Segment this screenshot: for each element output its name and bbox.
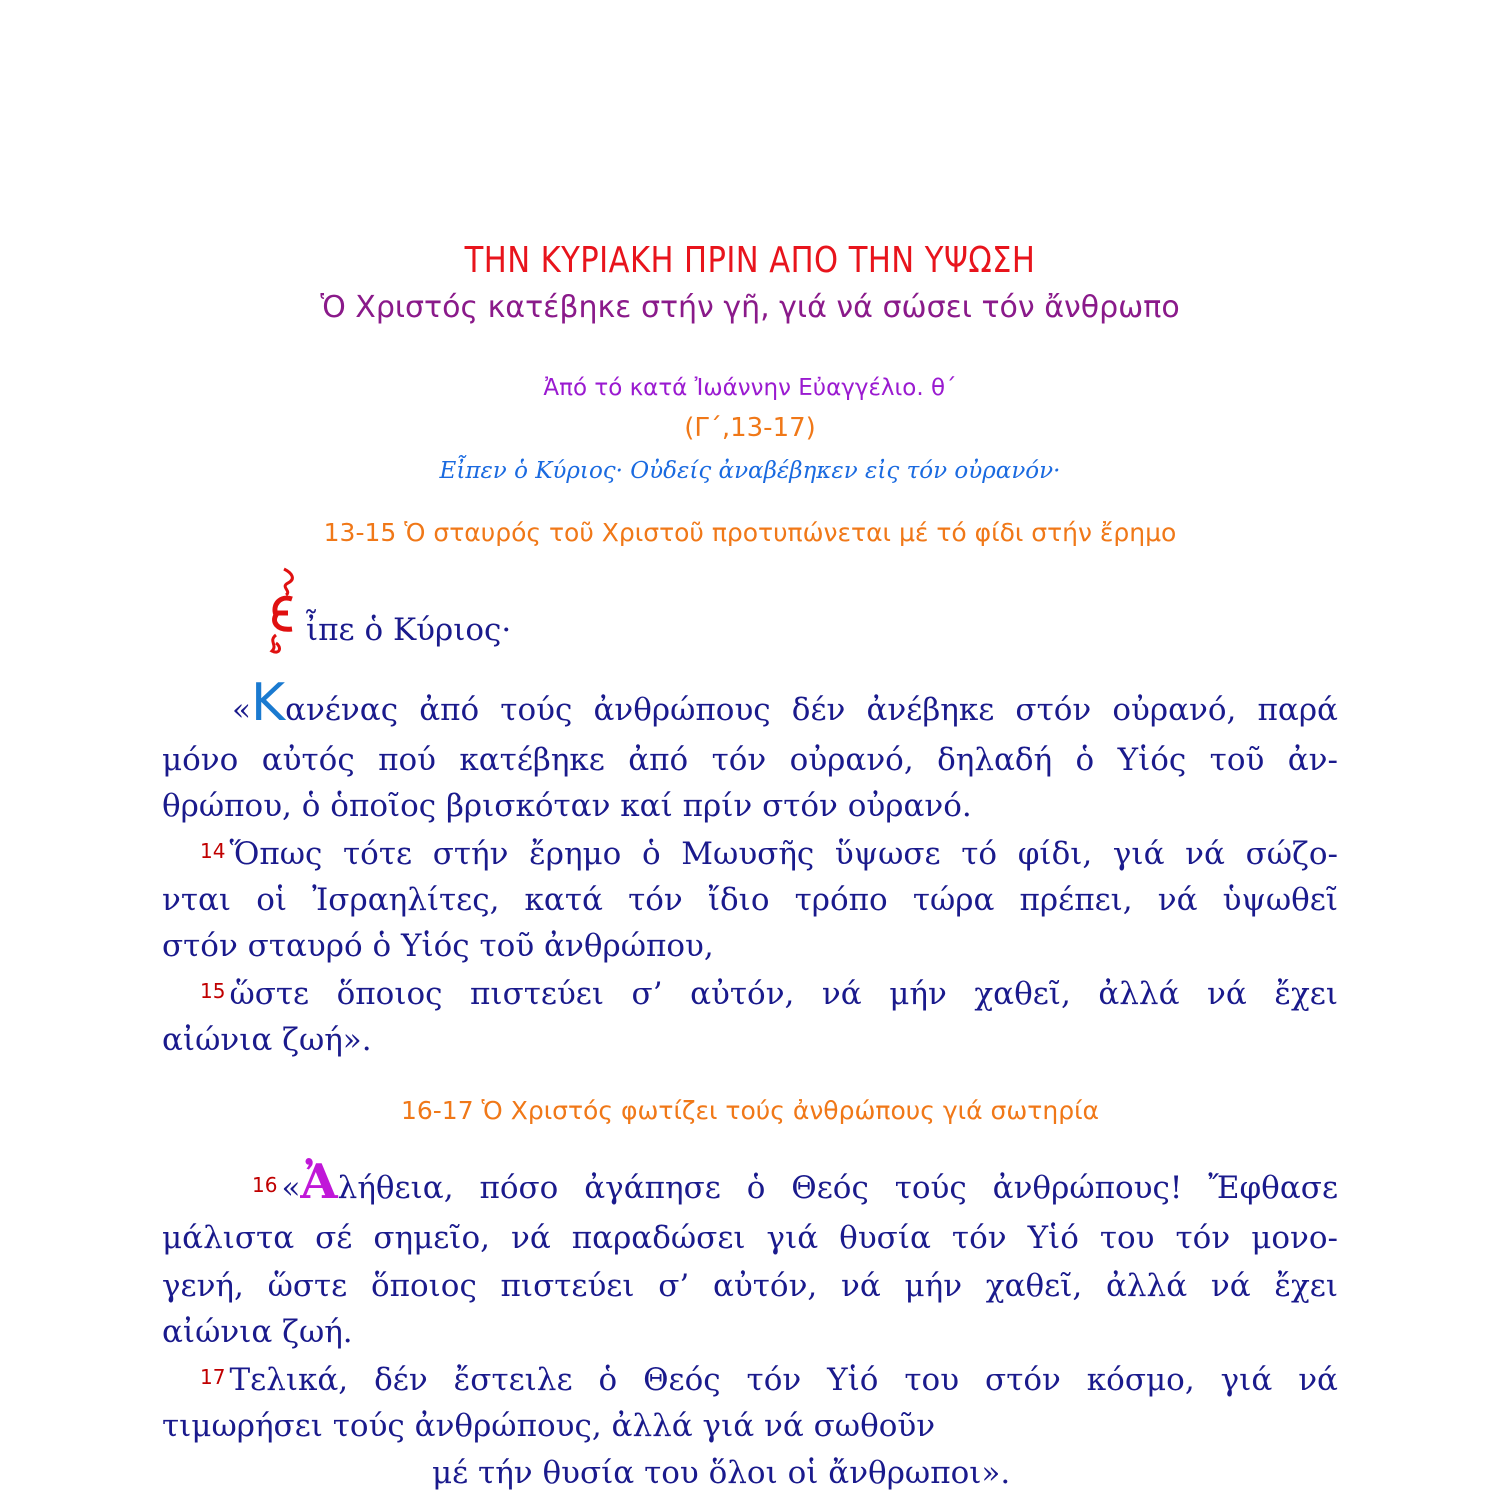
verse-13-line: «Κανένας ἀπό τούς ἀνθρώπους δέν ἀνέβηκε στόν οὐρανό, παρά (232, 673, 1338, 733)
verse-14-line: 14 Ὅπως τότε στήν ἔρημο ὁ Μωυσῆς ὕψωσε τό φίδι, γιά νά σώζο- (200, 836, 1338, 872)
section-heading-2: 16-17 Ὁ Χριστός φωτίζει τούς ἀνθρώπους γιά σωτηρία (400, 1096, 1100, 1125)
verse-13-line: μόνο αὐτός πού κατέβηκε ἀπό τόν οὐρανό, δηλαδή ὁ Υἱός τοῦ ἀν- (162, 742, 1338, 778)
verse-14-line: νται οἱ Ἰσραηλίτες, κατά τόν ἴδιο τρόπο τώρα πρέπει, νά ὑψωθεῖ (162, 882, 1338, 918)
subtitle: Ὁ Χριστός κατέβηκε στήν γῆ, γιά νά σώσει τόν ἄνθρωπο (320, 290, 1180, 325)
section-heading-1: 13-15 Ὁ σταυρός τοῦ Χριστοῦ προτυπώνεται μέ τό φίδι στήν ἔρημο (323, 518, 1177, 547)
drop-cap: Κ (250, 673, 286, 733)
verse-17-line: μέ τήν θυσία του ὅλοι οἱ ἄνθρωποι». (432, 1455, 1011, 1491)
chapter-reference: (Γ΄,13-17) (684, 413, 816, 443)
verse-16-line: γενή, ὥστε ὅποιος πιστεύει σ’ αὐτόν, νά μήν χαθεῖ, ἀλλά νά ἔχει (162, 1268, 1338, 1304)
verse-number: 14 (200, 839, 226, 863)
verse-number: 16 (252, 1173, 278, 1197)
verse-number: 17 (200, 1365, 226, 1389)
illuminated-initial-epsilon-icon (262, 565, 304, 660)
opening-quote: Εἶπεν ὁ Κύριος· Οὐδείς ἀναβέβηκεν εἰς τόν οὐρανόν· (439, 458, 1061, 484)
verse-17-line: 17 Τελικά, δέν ἔστειλε ὁ Θεός τόν Υἱό του στόν κόσμο, γιά νά (200, 1362, 1338, 1398)
verse-15-line: 15 ὥστε ὅποιος πιστεύει σ’ αὐτόν, νά μήν χαθεῖ, ἀλλά νά ἔχει (200, 976, 1338, 1012)
verse-number: 15 (200, 979, 226, 1003)
verse-14-line: στόν σταυρό ὁ Υἱός τοῦ ἀνθρώπου, (162, 928, 714, 964)
verse-13-line: θρώπου, ὁ ὁποῖος βρισκόταν καί πρίν στόν οὐρανό. (162, 788, 972, 824)
page-title: ΤΗΝ ΚΥΡΙΑΚΗ ΠΡΙΝ ΑΠΟ ΤΗΝ ΥΨΩΣΗ (464, 240, 1036, 281)
verse-16-line: μάλιστα σέ σημεῖο, νά παραδώσει γιά θυσία τόν Υἱό του τόν μονο- (162, 1220, 1338, 1256)
drop-cap: Ἀ (300, 1154, 338, 1210)
verse-17-line: τιμωρήσει τούς ἀνθρώπους, ἀλλά γιά νά σωθοῦν (162, 1408, 936, 1444)
verse-16-line: αἰώνια ζωή. (162, 1314, 353, 1350)
intro-line: ἶπε ὁ Κύριος· (306, 612, 512, 648)
gospel-source: Ἀπό τό κατά Ἰωάννην Εὐαγγέλιο. θ΄ (543, 375, 957, 401)
verse-16-line: 16 «Ἀλήθεια, πόσο ἀγάπησε ὁ Θεός τούς ἀνθρώπους! Ἔφθασε (252, 1154, 1338, 1210)
verse-15-line: αἰώνια ζωή». (162, 1022, 372, 1058)
